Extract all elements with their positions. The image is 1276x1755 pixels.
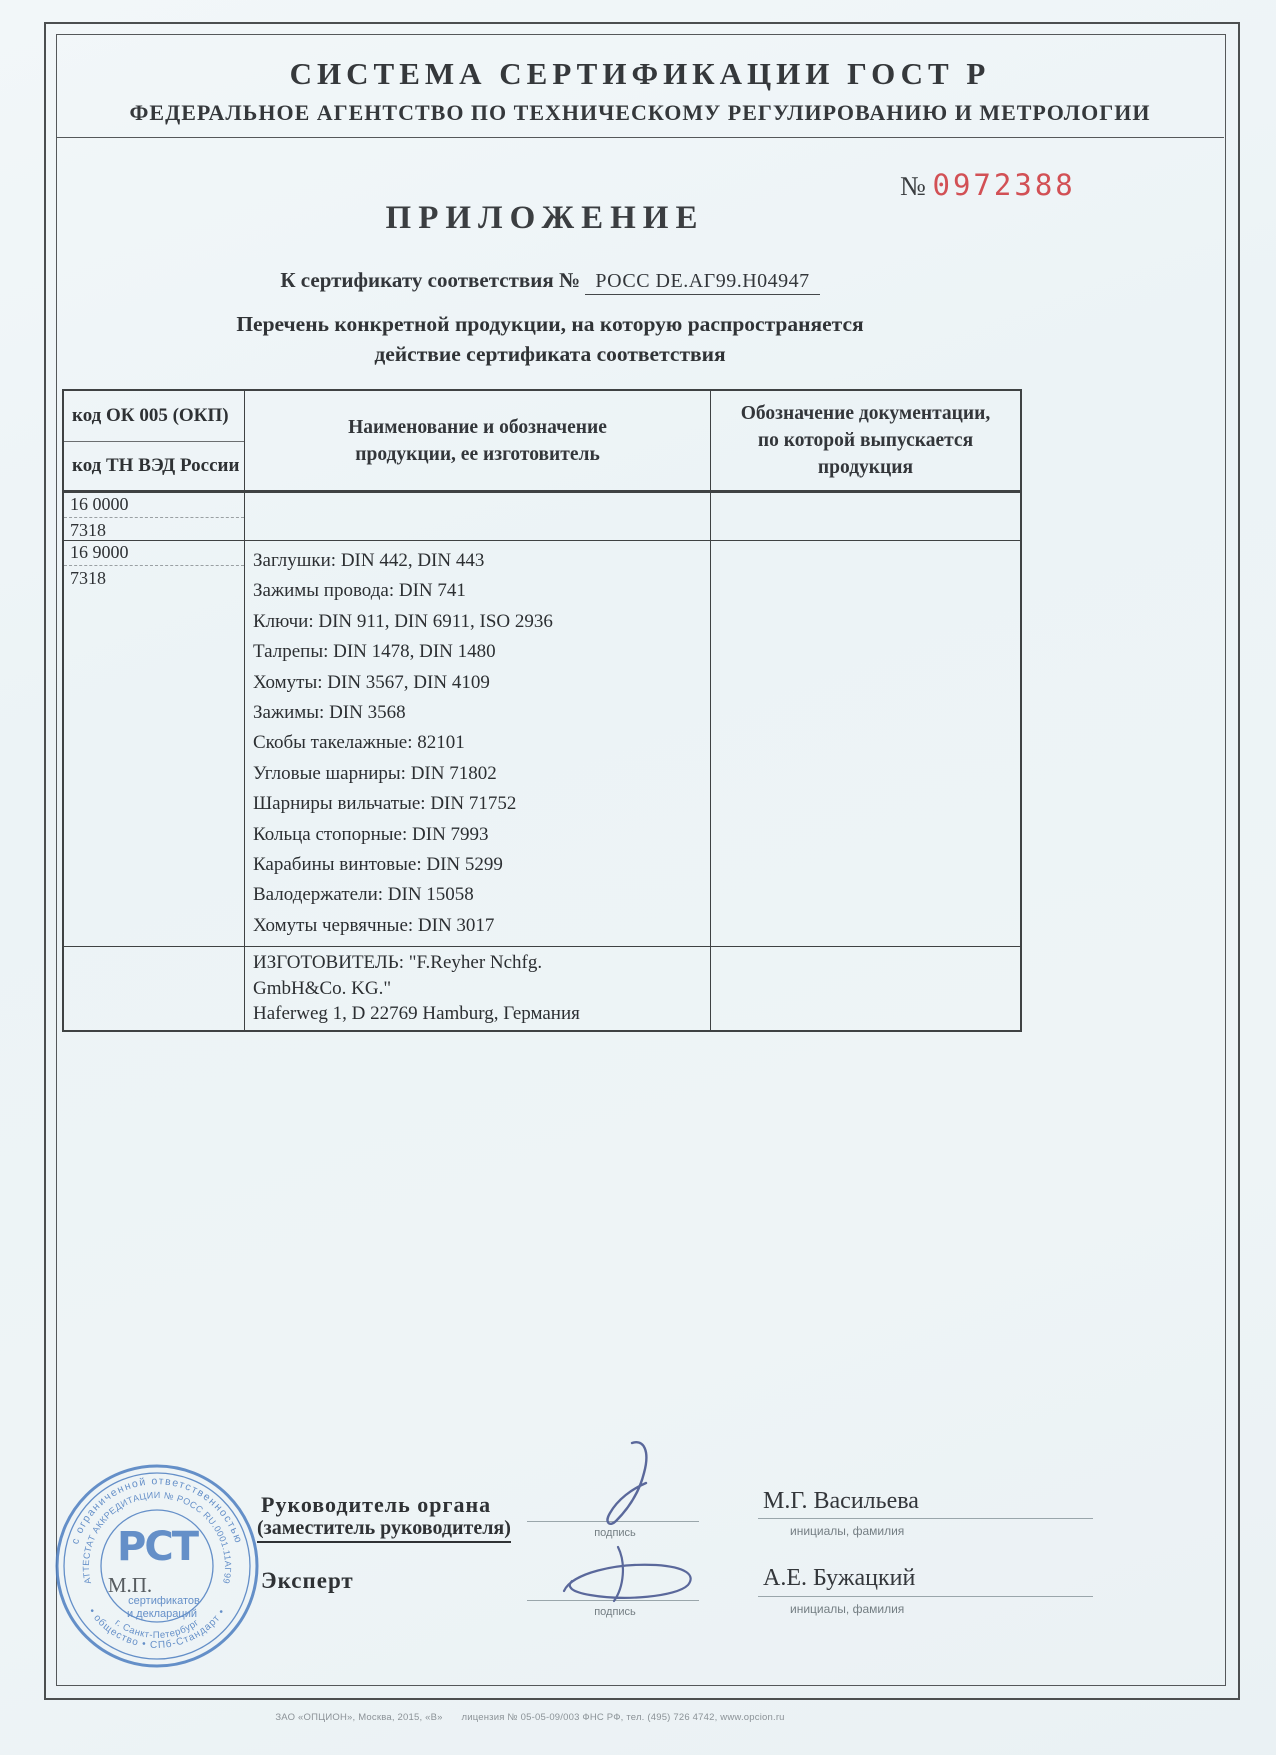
stamp-rst-logo: РСТ: [117, 1524, 197, 1570]
footer-license: лицензия № 05-05-09/003 ФНС РФ, тел. (495) 726 4742, www.opcion.ru: [461, 1712, 785, 1723]
head-of-body-label: Руководитель органа: [261, 1492, 492, 1517]
header-docs-line-1: Обозначение документации,: [740, 403, 991, 424]
product-item: Карабины винтовые: DIN 5299: [253, 854, 503, 876]
manufacturer-block: [245, 947, 710, 1030]
product-item: Заглушки: DIN 442, DIN 443: [253, 550, 485, 571]
row2-product-cell: [245, 541, 711, 946]
name-caption-2: инициалы, фамилия: [790, 1602, 905, 1616]
product-item: Валодержатели: DIN 15058: [253, 884, 474, 906]
row3-manufacturer-cell: [245, 947, 711, 1030]
manufacturer-line: Haferweg 1, D 22769 Hamburg, Германия: [253, 1003, 580, 1025]
stamp-accreditation-text: АТТЕСТАТ АККРЕДИТАЦИИ № РОСС RU.0001.11АГ99: [80, 1490, 234, 1585]
product-item: Зажимы провода: DIN 741: [253, 580, 466, 602]
product-item: Шарниры вильчатые: DIN 71752: [253, 793, 517, 815]
product-item: Хомуты червячные: DIN 3017: [253, 914, 495, 936]
row3-codes-cell: [64, 947, 245, 1030]
signature-caption-1: подпись: [594, 1527, 636, 1539]
header-product-line-1: Наименование и обозначение: [348, 416, 607, 438]
table-row-3: [64, 947, 1020, 1030]
product-item: Хомуты: DIN 3567, DIN 4109: [253, 671, 490, 693]
table-row-2: [64, 541, 1020, 947]
row2-okp-code: 16 9000: [64, 541, 244, 566]
signature-stroke-2: [564, 1547, 691, 1601]
row1-okp-code: 16 0000: [64, 493, 244, 518]
signature-stroke-1: [608, 1442, 647, 1524]
manufacturer-line: ИЗГОТОВИТЕЛЬ: "F.Reyher Nchfg.: [253, 952, 543, 974]
row2-tnved-code: 7318: [70, 568, 106, 588]
name-line-2: [758, 1596, 1093, 1597]
row2-docs-cell: [711, 541, 1020, 946]
header-product-line-2: продукции, ее изготовитель: [355, 443, 600, 465]
page-title: ПРИЛОЖЕНИЕ: [385, 200, 705, 236]
subtitle-line-1: Перечень конкретной продукции, на которую распространяется: [236, 312, 864, 336]
row1-tnved-code: 7318: [70, 520, 106, 540]
row1-product-cell: [245, 493, 711, 540]
stamp-center-line-2: и деклараций: [126, 1608, 198, 1620]
product-item: Угловые шарниры: DIN 71802: [253, 762, 497, 784]
name-line-1: [758, 1518, 1093, 1519]
form-number-value: 0972388: [932, 168, 1076, 202]
header-cell-docs: [711, 391, 1020, 490]
product-item: Зажимы: DIN 3568: [253, 702, 406, 724]
table-header-row: [64, 391, 1020, 493]
stamp-outer-ring-bottom-text: • общество • СПб-Стандарт •: [86, 1606, 228, 1652]
subtitle-line-2: действие сертификата соответствия: [374, 342, 726, 366]
row3-docs-cell: [711, 947, 1020, 1030]
stamp-center-line-1: сертификатов: [128, 1595, 200, 1607]
product-item: Ключи: DIN 911, DIN 6911, ISO 2936: [253, 610, 553, 632]
product-item: Талрепы: DIN 1478, DIN 1480: [253, 641, 496, 663]
numero-sign: №: [900, 171, 926, 201]
round-stamp: [52, 1458, 264, 1676]
name-caption-1: инициалы, фамилия: [790, 1524, 905, 1538]
signature-caption-2: подпись: [594, 1606, 636, 1618]
manufacturer-line: GmbH&Co. KG.": [253, 977, 392, 999]
certificate-reference-label: К сертификату соответствия №: [280, 268, 581, 292]
expert-name: А.Е. Бужацкий: [763, 1565, 916, 1591]
header-okp-code-label: код ОК 005 (ОКП): [64, 391, 244, 442]
handwritten-signatures: [520, 1425, 780, 1625]
stamp-outer-ring-top-text: с ограниченной ответственностью: [69, 1475, 245, 1546]
product-item: Кольца стопорные: DIN 7993: [253, 823, 489, 845]
expert-label: Эксперт: [261, 1568, 354, 1593]
table-row-1: [64, 493, 1020, 541]
form-number: [900, 168, 1076, 202]
header-divider: [57, 137, 1224, 138]
head-name: М.Г. Васильева: [763, 1488, 919, 1514]
product-list: [245, 541, 710, 946]
deputy-head-label: (заместитель руководителя): [257, 1517, 511, 1543]
header-system-title: СИСТЕМА СЕРТИФИКАЦИИ ГОСТ Р: [289, 56, 991, 91]
header-cell-product: [245, 391, 711, 490]
header-tnved-code-label: код ТН ВЭД России: [72, 455, 240, 476]
printer-footer-note: [0, 1712, 1060, 1723]
header-docs-line-2: по которой выпускается продукция: [757, 430, 974, 478]
certificate-reference-line: [150, 268, 950, 293]
row1-codes-cell: [64, 493, 245, 540]
product-item: Скобы такелажные: 82101: [253, 732, 465, 754]
row2-codes-cell: [64, 541, 245, 946]
certificate-number-value: РОСС DE.АГ99.Н04947: [585, 270, 819, 295]
stamp-mp-mark: М.П.: [107, 1573, 153, 1597]
header-agency-title: ФЕДЕРАЛЬНОЕ АГЕНТСТВО ПО ТЕХНИЧЕСКОМУ РЕГУЛИРОВАНИЮ И МЕТРОЛОГИИ: [129, 100, 1151, 125]
row1-docs-cell: [711, 493, 1020, 540]
stamp-city-text: г. Санкт-Петербург: [112, 1617, 202, 1642]
header-cell-codes: [64, 391, 245, 490]
footer-publisher: ЗАО «ОПЦИОН», Москва, 2015, «В»: [275, 1712, 443, 1723]
products-table: [62, 389, 1022, 1032]
